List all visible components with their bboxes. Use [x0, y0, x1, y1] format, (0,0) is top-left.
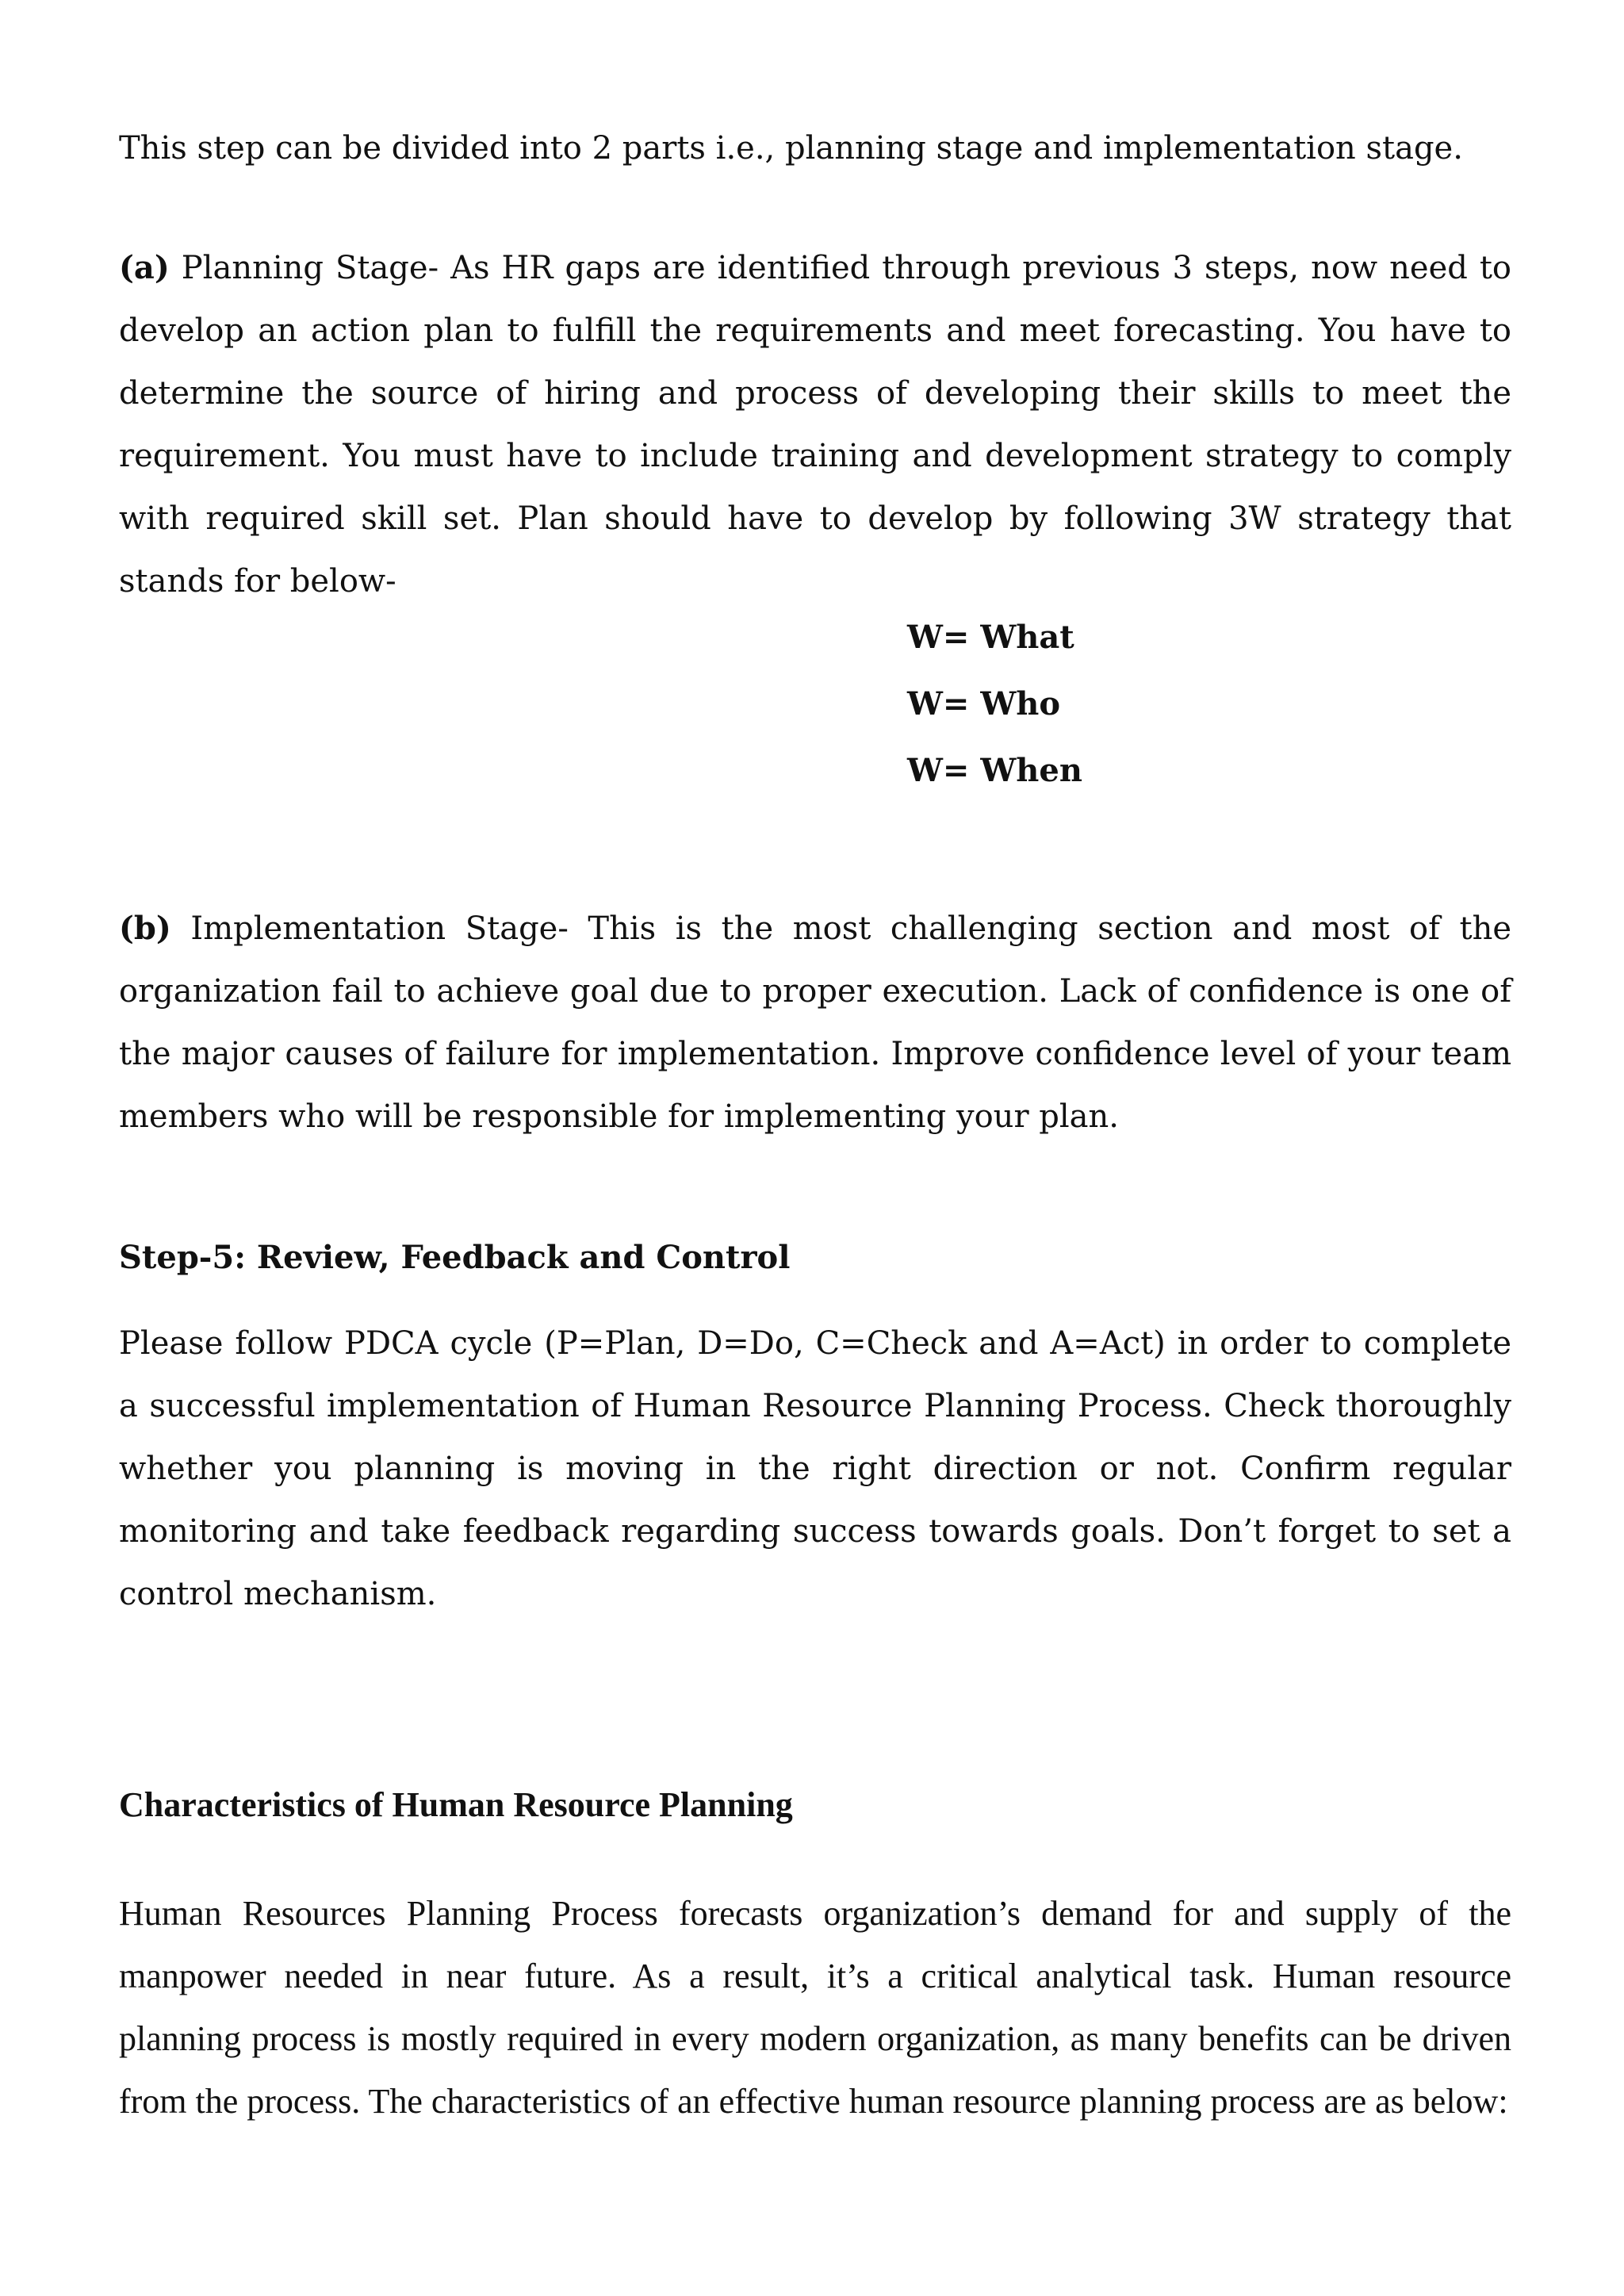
- characteristics-heading: Characteristics of Human Resource Planning: [119, 1785, 793, 1824]
- planning-stage-text: Planning Stage- As HR gaps are identified through previous 3 steps, now need to develop an action plan to fulfill the requirements and meet forecasting. You have to determine the source of hiring and process of developing their skills to meet the requirement. You must have to include training and development strategy to comply with required skill set. Plan should have to develop by following 3W strategy that stands for below-: [119, 250, 1511, 600]
- step5-heading: Step-5: Review, Feedback and Control: [119, 1239, 791, 1276]
- strategy-who: W= Who: [907, 685, 1061, 723]
- implementation-stage-text: Implementation Stage- This is the most challenging section and most of the organization fail to achieve goal due to proper execution. Lack of confidence is one of the major causes of failure for implementation. Improve confidence level of your team members who will be responsible for implementing your plan.: [119, 910, 1511, 1135]
- planning-stage-paragraph: [119, 236, 1511, 613]
- planning-stage-marker: (a): [119, 249, 170, 286]
- implementation-stage-marker: (b): [119, 910, 171, 947]
- intro-paragraph: This step can be divided into 2 parts i.e., planning stage and implementation stage.: [119, 130, 1463, 167]
- implementation-stage-paragraph: [119, 897, 1511, 1148]
- characteristics-paragraph: Human Resources Planning Process forecasts organization’s demand for and supply of the manpower needed in near future. As a result, it’s a critical analytical task. Human resource planning process is mostly required in every modern organization, as many benefits can be driven from the process. The characteristics of an effective human resource planning process are as below:: [119, 1894, 1511, 2121]
- strategy-what: W= What: [907, 619, 1074, 656]
- strategy-when: W= When: [907, 752, 1082, 789]
- step5-paragraph: Please follow PDCA cycle (P=Plan, D=Do, C=Check and A=Act) in order to complete a successful implementation of Human Resource Planning Process. Check thoroughly whether you planning is moving in the right direction or not. Confirm regular monitoring and take feedback regarding success towards goals. Don’t forget to set a control mechanism.: [119, 1325, 1511, 1612]
